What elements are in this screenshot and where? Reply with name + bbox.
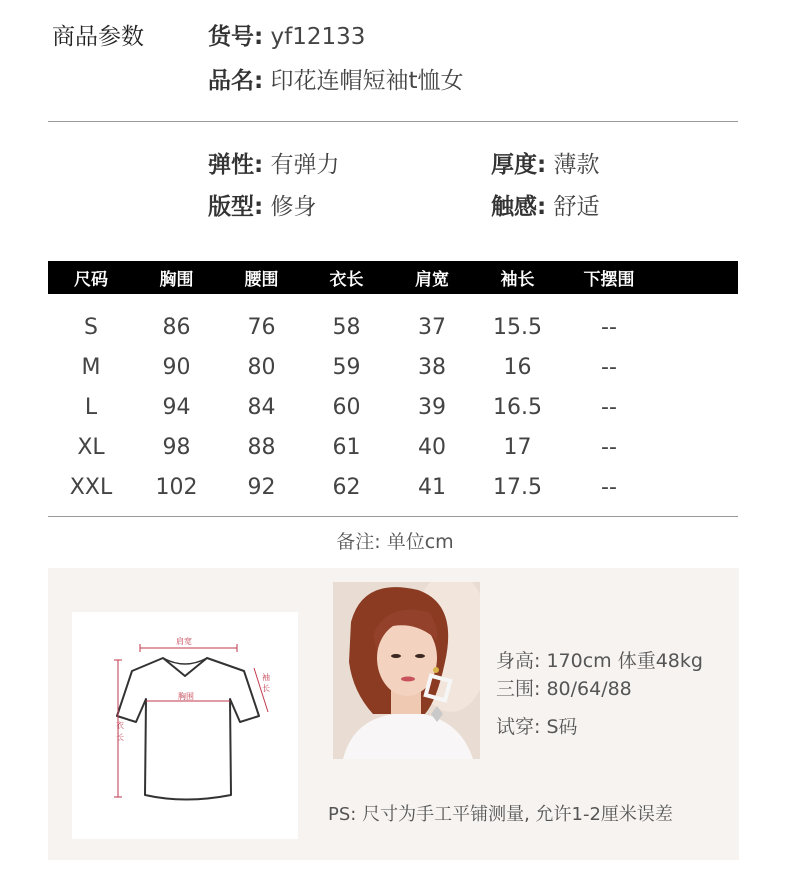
chest-label: 胸围 (178, 692, 194, 701)
table-cell: 76 (247, 314, 276, 340)
thickness-value: 薄款 (553, 152, 600, 178)
fit (208, 188, 317, 221)
product-name-value: 印花连帽短袖t恤女 (270, 68, 464, 94)
elasticity-label: 弹性: (208, 152, 264, 178)
sleeve-label-2: 长 (262, 684, 270, 693)
item-number (208, 18, 365, 51)
model-photo (333, 582, 480, 759)
length-label-1: 衣 (116, 721, 124, 730)
table-cell: 37 (418, 314, 446, 340)
table-cell: 59 (332, 354, 361, 380)
model-tried-size: 试穿: S码 (496, 716, 578, 738)
table-cell: -- (601, 354, 617, 380)
measurement-footnote: PS: 尺寸为手工平铺测量, 允许1-2厘米误差 (328, 804, 673, 825)
length-label-2: 长 (116, 733, 124, 742)
table-cell: -- (601, 394, 617, 420)
sleeve-label-1: 袖 (262, 673, 270, 682)
table-cell: 86 (162, 314, 191, 340)
unit-note: 备注: 单位cm (336, 531, 454, 553)
feel (491, 188, 600, 221)
size-table-header (48, 261, 738, 294)
model-height-weight: 身高: 170cm 体重48kg (496, 650, 703, 672)
header-length: 衣长 (329, 270, 364, 290)
size-table (48, 261, 738, 507)
table-cell: 92 (247, 474, 276, 500)
model-measurements: 三围: 80/64/88 (496, 678, 632, 700)
table-cell: -- (601, 314, 617, 340)
fit-label: 版型: (208, 194, 264, 220)
section-title: 商品参数 (52, 24, 144, 50)
table-cell: 94 (162, 394, 191, 420)
model-panel (48, 568, 739, 860)
fit-value: 修身 (270, 194, 317, 220)
header-hem: 下摆围 (583, 270, 635, 290)
model-portrait-icon (333, 582, 480, 759)
table-cell: 62 (332, 474, 361, 500)
table-row (48, 387, 738, 427)
table-row (48, 307, 738, 347)
table-cell: 60 (332, 394, 361, 420)
table-cell: 39 (418, 394, 446, 420)
thickness-label: 厚度: (491, 152, 547, 178)
table-cell: -- (601, 474, 617, 500)
table-cell: 98 (162, 434, 191, 460)
product-name-label: 品名: (208, 68, 264, 94)
table-row (48, 467, 738, 507)
elasticity (208, 146, 340, 179)
table-cell: 41 (418, 474, 446, 500)
table-cell: 16.5 (493, 394, 542, 420)
table-cell: 40 (418, 434, 446, 460)
feel-value: 舒适 (553, 194, 600, 220)
table-cell: 80 (247, 354, 276, 380)
shoulder-label: 肩宽 (176, 637, 192, 646)
table-cell: XXL (69, 474, 113, 500)
elasticity-value: 有弹力 (270, 152, 340, 178)
table-cell: 17 (503, 434, 532, 460)
divider-bottom (48, 516, 738, 517)
table-row (48, 347, 738, 387)
product-name (208, 62, 464, 95)
item-number-label: 货号: (208, 24, 264, 50)
table-cell: 38 (418, 354, 446, 380)
table-cell: 15.5 (493, 314, 542, 340)
table-cell: L (84, 394, 98, 420)
header-waist: 腰围 (244, 270, 279, 290)
table-cell: 90 (162, 354, 191, 380)
table-cell: 102 (155, 474, 198, 500)
table-cell: XL (77, 434, 105, 460)
header-size: 尺码 (74, 270, 108, 290)
thickness (491, 146, 600, 179)
table-cell: S (84, 314, 98, 340)
divider-top (48, 121, 738, 122)
header-sleeve: 袖长 (500, 270, 535, 290)
table-cell: 61 (332, 434, 361, 460)
item-number-value: yf12133 (270, 24, 366, 50)
table-cell: 84 (247, 394, 276, 420)
table-cell: 17.5 (493, 474, 542, 500)
table-cell: -- (601, 434, 617, 460)
measurement-diagram (72, 612, 298, 839)
table-row (48, 427, 738, 467)
header-shoulder: 肩宽 (415, 270, 449, 290)
table-cell: 16 (503, 354, 532, 380)
table-cell: 88 (247, 434, 276, 460)
table-cell: M (81, 354, 101, 380)
header-chest: 胸围 (159, 270, 194, 290)
table-cell: 58 (332, 314, 361, 340)
feel-label: 触感: (491, 194, 547, 220)
